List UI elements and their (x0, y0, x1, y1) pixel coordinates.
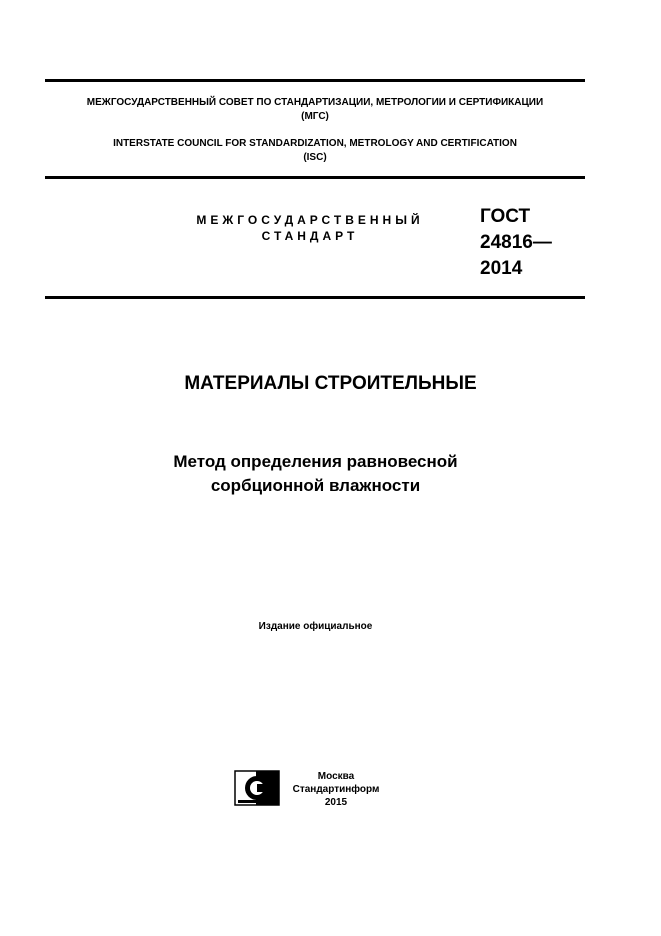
document-subtitle-line2: сорбционной влажности (210, 476, 421, 495)
standard-type-line2: СТАНДАРТ (261, 229, 359, 243)
imprint-city: Москва (317, 771, 355, 782)
top-rule (45, 79, 585, 82)
council-name-ru: МЕЖГОСУДАРСТВЕННЫЙ СОВЕТ ПО СТАНДАРТИЗАЦИИ, МЕТРОЛОГИИ И СЕРТИФИКАЦИИ (86, 97, 544, 108)
gost-year: 2014 (480, 258, 523, 279)
middle-rule (45, 176, 585, 179)
standartinform-logo-icon (234, 770, 280, 806)
document-subtitle-line1: Метод определения равновесной (173, 452, 458, 471)
council-abbr-en: (ISC) (303, 152, 327, 163)
edition-label: Издание официальное (258, 621, 373, 632)
bottom-rule (45, 296, 585, 299)
council-name-en: INTERSTATE COUNCIL FOR STANDARDIZATION, METROLOGY AND CERTIFICATION (113, 138, 517, 149)
gost-label: ГОСТ (480, 206, 531, 227)
document-title: МАТЕРИАЛЫ СТРОИТЕЛЬНЫЕ (184, 373, 477, 394)
council-abbr-ru: (МГС) (301, 111, 329, 122)
standard-type-line1: МЕЖГОСУДАРСТВЕННЫЙ (196, 213, 424, 227)
gost-number: 24816— (480, 232, 552, 253)
imprint-publisher: Стандартинформ (292, 784, 380, 795)
imprint-year: 2015 (324, 797, 348, 808)
